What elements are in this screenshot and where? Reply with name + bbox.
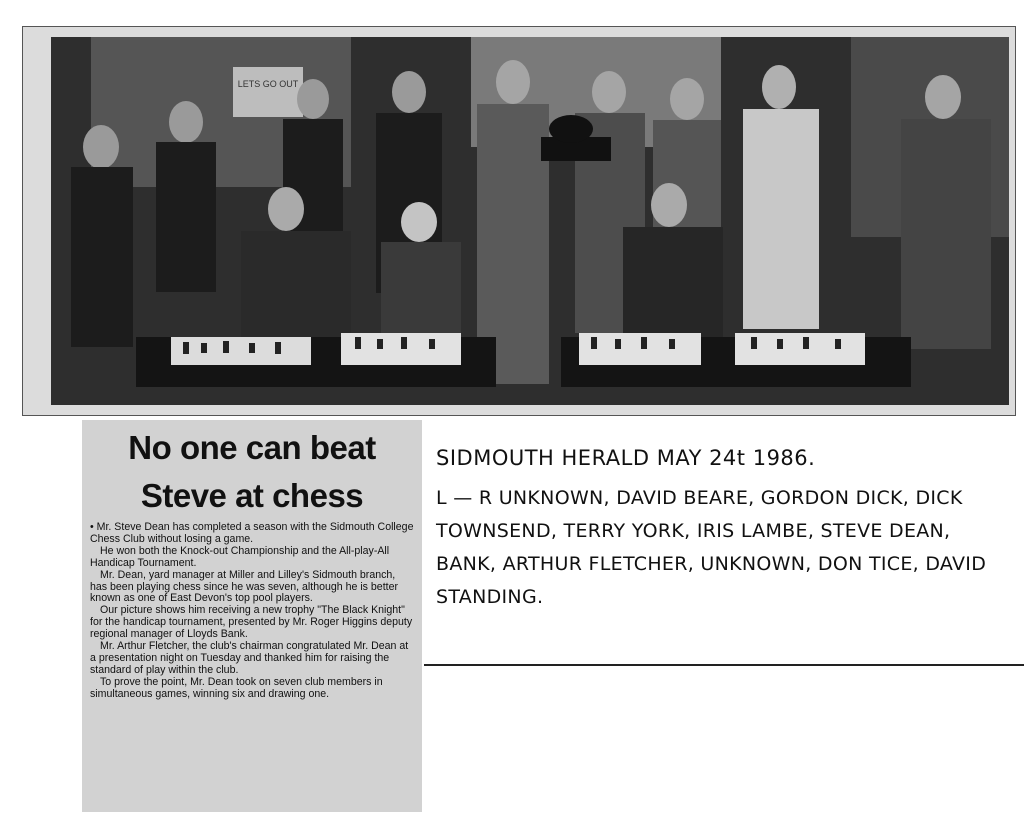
photo-frame (22, 26, 1016, 416)
article-body (82, 522, 422, 701)
article-paragraph: Our picture shows him receiving a new trophy "The Black Knight" for the handicap tournament, presented by Mr. Roger Higgins deputy regional manager of Lloyds Bank. (90, 604, 413, 641)
headline-line-2: Steve at chess (140, 477, 364, 514)
headline-line-1: No one can beat (128, 429, 376, 466)
article-paragraph: • Mr. Steve Dean has completed a season with the Sidmouth College Chess Club without losing a game. (90, 521, 414, 545)
article-paragraph: To prove the point, Mr. Dean took on seven club members in simultaneous games, winning six and drawing one. (90, 675, 383, 700)
handwritten-note (436, 440, 1016, 670)
divider-line (424, 664, 1024, 666)
group-photo (51, 37, 1009, 405)
poster-text: LETS GO OUT (237, 79, 299, 89)
article-clipping (82, 420, 422, 812)
note-names: L — R UNKNOWN, DAVID BEARE, GORDON DICK, DICK TOWNSEND, TERRY YORK, IRIS LAMBE, STEVE DEAN, BANK, ARTHUR FLETCHER, UNKNOWN, DON TICE, DAVID STANDING. (436, 487, 987, 608)
article-headline (82, 424, 422, 520)
wall-poster (233, 67, 303, 117)
note-title: SIDMOUTH HERALD MAY 24t 1986. (436, 446, 816, 470)
article-paragraph: Mr. Arthur Fletcher, the club's chairman congratulated Mr. Dean at a presentation night on Tuesday and thanked him for raising the standard of play within the club. (90, 640, 409, 676)
article-paragraph: He won both the Knock-out Championship and the All-play-All Handicap Tournament. (90, 544, 390, 569)
article-paragraph: Mr. Dean, yard manager at Miller and Lilley's Sidmouth branch, has been playing chess since he was seven, although he is better known as one of East Devon's top pool players. (90, 568, 399, 605)
